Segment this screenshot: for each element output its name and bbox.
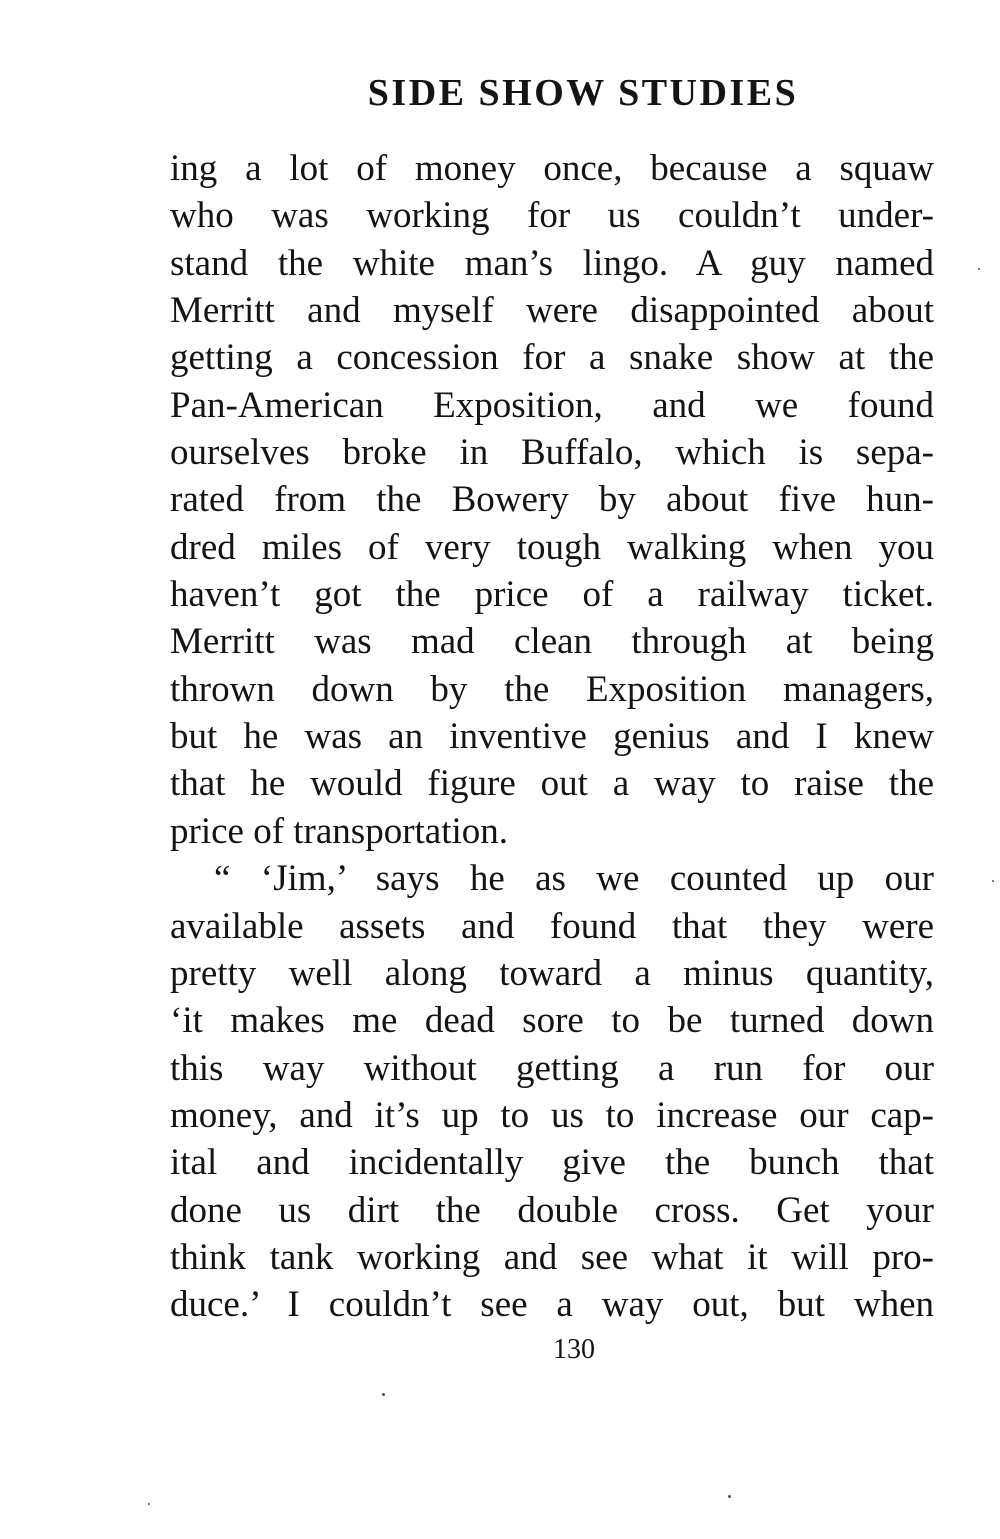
- text-line: thrown down by the Exposition managers,: [170, 668, 934, 710]
- text-line: rated from the Bowery by about five hun-: [170, 479, 934, 521]
- text-line: haven’t got the price of a railway ticket.: [170, 574, 934, 616]
- page-number: 130: [553, 1334, 595, 1365]
- text-line: Merritt was mad clean through at being: [170, 621, 934, 663]
- text-line: done us dirt the double cross. Get your: [170, 1189, 934, 1231]
- text-line: dred miles of very tough walking when you: [170, 526, 934, 568]
- scan-speck: [992, 880, 994, 882]
- text-line: but he was an inventive genius and I knew: [170, 716, 934, 758]
- body-text: [170, 145, 934, 1329]
- text-line: ‘it makes me dead sore to be turned down: [170, 1000, 934, 1042]
- text-line: this way without getting a run for our: [170, 1047, 934, 1089]
- text-line: available assets and found that they were: [170, 905, 934, 947]
- scan-speck: [728, 1495, 731, 1498]
- text-line: getting a concession for a snake show at the: [170, 337, 934, 379]
- running-head: [170, 70, 936, 116]
- text-line: Pan-American Exposition, and we found: [170, 384, 934, 426]
- text-line: Merritt and myself were disappointed about: [170, 290, 934, 332]
- text-line: stand the white man’s lingo. A guy named: [170, 242, 934, 284]
- text-line: money, and it’s up to us to increase our cap-: [170, 1094, 934, 1136]
- paragraph-end-line: price of transportation.: [170, 810, 509, 852]
- text-line: ourselves broke in Buffalo, which is sepa-: [170, 432, 934, 474]
- scan-speck: [978, 268, 980, 270]
- scan-speck: [382, 1393, 385, 1396]
- scan-speck: [148, 1503, 150, 1505]
- text-line: that he would figure out a way to raise the: [170, 763, 934, 805]
- text-line: ing a lot of money once, because a squaw: [170, 148, 934, 189]
- text-line: duce.’ I couldn’t see a way out, but when: [170, 1284, 934, 1326]
- text-line: ital and incidentally give the bunch that: [170, 1142, 934, 1184]
- text-line: who was working for us couldn’t under-: [170, 195, 934, 237]
- paragraph-start-line: “ ‘Jim,’ says he as we counted up our: [214, 858, 934, 900]
- text-line: pretty well along toward a minus quantity,: [170, 952, 934, 994]
- text-line: think tank working and see what it will pro-: [170, 1236, 934, 1278]
- running-head-text: SIDE SHOW STUDIES: [367, 72, 799, 114]
